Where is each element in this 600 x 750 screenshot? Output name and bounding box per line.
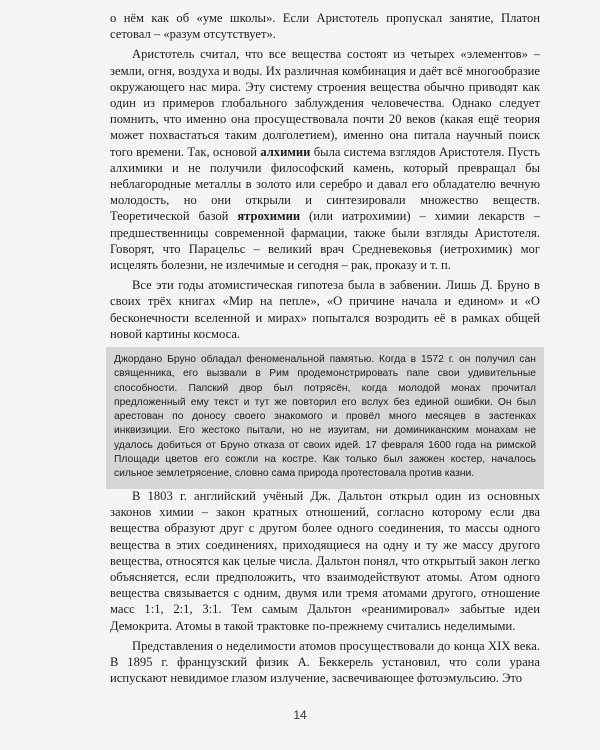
paragraph-bruno: Все эти годы атомистическая гипотеза была в забвении. Лишь Д. Бруно в своих трёх книгах «Мир на пепле», «О причине начала и едином» и «О бесконечности вселенной и мирах» попытался возродить её в рамках общей новой картины космоса.: [110, 278, 540, 341]
term-alchemy: алхимии: [260, 144, 311, 159]
paragraph-text: Аристотель считал, что все вещества состоят из четырех «элементов» – земли, огня, воздуха и воды. Их различная комбинация и даёт всё многообразие окружающего нас мира. Эту систему строения вещества обычно приводят как один из примеров глобального заблуждения человечества. Однако следует помнить, что именно она просуществовала почти 20 веков (какая ещё теория может похвастаться таким долголетием), именно она питала научный поиск того времени. Так, основой: [110, 47, 540, 159]
sidebar-note-bruno: [106, 347, 544, 489]
note-text: Джордано Бруно обладал феноменальной памятью. Когда в 1572 г. он получил сан священника, его вызвали в Рим продемонстрировать папе свои удивительные способности. Папский двор был потрясён, когда молодой монах прочитал предложенный ему текст и тут же повторил его вслух без единой ошибки. Он был арестован по доносу своего знакомого и провёл много месяцев в застенках инквизиции. Его жестоко пытали, но не изуитам, ни доминиканским монахам не удалось добиться от Бруно отказа от своих идей. 17 февраля 1600 года на римской Площади цветов его сожгли на костре. Как только был зажжен костер, началось сильное землетрясение, словно сама природа протестовала против казни.: [114, 354, 536, 480]
page-number: 14: [293, 708, 307, 722]
text-block-bottom: [110, 488, 540, 686]
paragraph-text: была система взглядов Аристотеля. Пусть алхимики и не получили философский камень, который превращал бы неблагородные металлы в золото или серебро и давал его обладателю вечную молодость, но они открыли и синтезировали множество веществ. Теоретической базой: [110, 144, 540, 224]
text-block-top: [110, 10, 540, 342]
paragraph-dalton: В 1803 г. английский учёный Дж. Дальтон открыл один из основных законов химии – закон кратных отношений, согласно которому если два вещества образуют друг с другом более одного соединения, то массы одного вещества в этих соединениях, приходящиеся на одну и ту же массу другого вещества, относятся как целые числа. Дальтон понял, что открытый закон легко объясняется, если предположить, что взаимодействуют атомы. Атом одного вещества связывается с одним, двумя или тремя атомами другого, отношение масс 1:1, 2:1, 3:1. Тем самым Дальтон «реанимировал» забытые идеи Демокрита. Атомы в такой трактовке по-прежнему считались неделимыми.: [110, 489, 540, 633]
paragraph-continuation: о нём как об «уме школы». Если Аристотель пропускал занятие, Платон сетовал – «разум отсутствует».: [110, 11, 540, 42]
paragraph-aristotle: [110, 46, 540, 273]
term-iatrochemistry: ятрохимии: [237, 209, 301, 224]
paragraph-becquerel: Представления о неделимости атомов просуществовали до конца XIX века. В 1895 г. французский физик А. Беккерель установил, что соли урана испускают невидимое глазом излучение, засвечивающее фотоэмульсию. Это: [110, 638, 540, 686]
paragraph-text: (или иатрохимии) – химии лекарств – предшественницы современной фармации, также были взгляды Аристотеля. Говорят, что Парацельс – великий врач Средневековья (иетрохимик) мог исцелять болезни, не излечимые и сегодня – рак, проказу и т. п.: [110, 209, 540, 273]
